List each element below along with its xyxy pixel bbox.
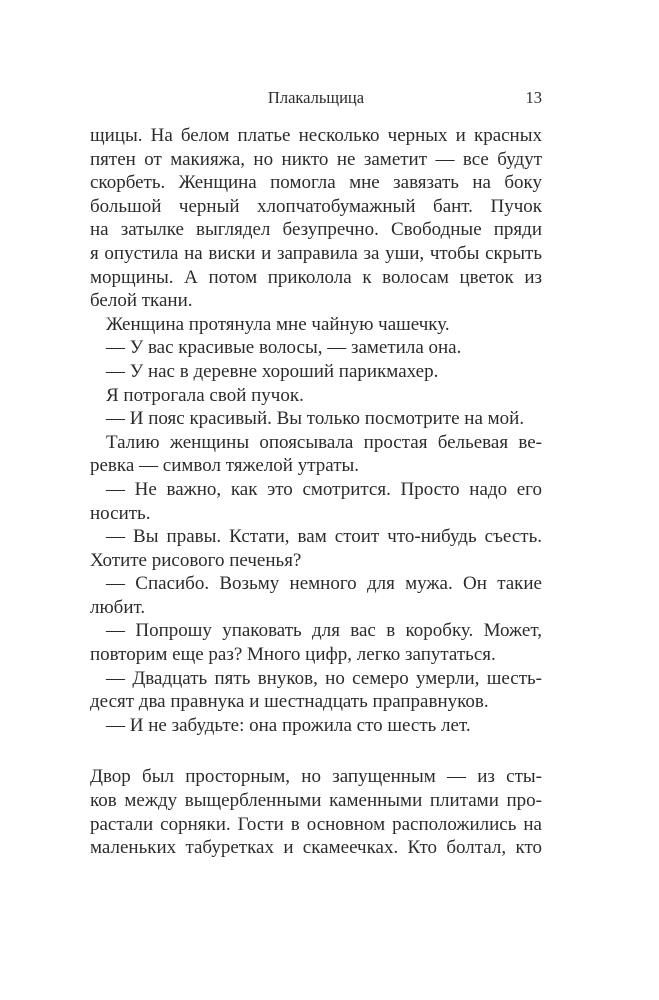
text-line: на затылке выглядел безупречно. Свободные пряди	[90, 219, 542, 241]
running-title: Плакальщица	[267, 88, 365, 107]
text-line: любит.	[90, 596, 146, 618]
text-line: — И пояс красивый. Вы только посмотрите на мой.	[106, 408, 525, 430]
text-line: большой черный хлопчатобумажный бант. Пучок	[90, 195, 542, 217]
text-line: — Не важно, как это смотрится. Просто надо его	[106, 478, 542, 500]
page-header	[90, 88, 542, 112]
text-line: Женщина протянула мне чайную чашечку.	[106, 313, 450, 335]
text-line: маленьких табуретках и скамеечках. Кто болтал, кто	[90, 837, 542, 859]
paragraph-group-dialogue	[90, 124, 542, 737]
text-line: ков между выщербленными каменными плитами про-	[90, 790, 542, 812]
text-line: Хотите рисового печенья?	[90, 549, 302, 571]
text-line: десят два правнука и шестнадцать праправнуков.	[90, 691, 489, 713]
text-line: — Вы правы. Кстати, вам стоит что-нибудь съесть.	[106, 526, 542, 548]
text-line: — У вас красивые волосы, — заметила она.	[106, 337, 462, 359]
text-line: морщины. А потом приколола к волосам цветок из	[90, 266, 542, 288]
text-line: щицы. На белом платье несколько черных и красных	[90, 125, 542, 146]
text-line: Талию женщины опоясывала простая бельевая ве-	[106, 431, 542, 453]
text-line: — Попрошу упаковать для вас в коробку. Может,	[106, 620, 542, 642]
text-line: — Спасибо. Возьму немного для мужа. Он такие	[106, 573, 542, 595]
text-line: повторим еще раз? Много цифр, легко запутаться.	[90, 644, 496, 666]
text-line: — У нас в деревне хороший парикмахер.	[106, 360, 439, 382]
text-line: носить.	[90, 502, 151, 524]
text-line: растали сорняки. Гости в основном расположились на	[90, 813, 542, 835]
text-line: — Двадцать пять внуков, но семеро умерли, шесть-	[106, 667, 542, 689]
text-line: пятен от макияжа, но никто не заметит — все будут	[90, 148, 542, 170]
section-break	[90, 737, 542, 765]
paragraph-yard	[90, 765, 542, 859]
text-line: Я потрогала свой пучок.	[106, 384, 304, 406]
text-line: ревка — символ тяжелой утраты.	[90, 455, 360, 477]
text-line: белой ткани.	[90, 290, 193, 312]
text-line: скорбеть. Женщина помогла мне завязать на боку	[90, 172, 542, 194]
text-line: — И не забудьте: она прожила сто шесть лет.	[106, 714, 471, 736]
body-text	[90, 124, 542, 860]
text-line: я опустила на виски и заправила за уши, чтобы скрыть	[90, 242, 542, 264]
text-line: Двор был просторным, но запущенным — из сты-	[90, 766, 542, 788]
page-number: 13	[525, 88, 542, 107]
